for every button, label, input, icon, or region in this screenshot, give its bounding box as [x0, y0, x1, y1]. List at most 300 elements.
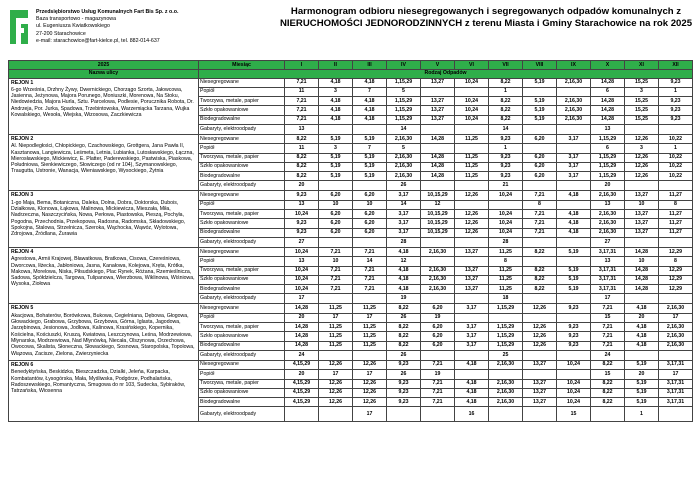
date-cell: 11,25	[319, 341, 353, 350]
date-cell: 9,23	[387, 388, 421, 397]
date-cell	[455, 294, 489, 304]
date-cell: 1	[659, 87, 693, 96]
date-cell	[523, 237, 557, 247]
date-cell: 2,16,30	[591, 210, 625, 219]
date-cell: 4,18	[557, 210, 591, 219]
date-cell: 4,18	[387, 285, 421, 294]
date-cell: 12,26	[319, 398, 353, 407]
date-cell: 12,26	[625, 162, 659, 171]
date-cell: 10,24	[285, 266, 319, 275]
date-cell: 3,17,31	[591, 266, 625, 275]
date-cell: 3,17	[387, 191, 421, 200]
date-cell: 5,19	[353, 172, 387, 181]
date-cell: 14,28	[591, 106, 625, 115]
date-cell	[523, 124, 557, 134]
date-cell: 3,17,31	[659, 398, 693, 407]
date-cell: 10,22	[659, 134, 693, 143]
date-cell: 4,18	[353, 97, 387, 106]
date-cell: 12,26	[353, 388, 387, 397]
date-cell	[285, 407, 319, 422]
date-cell	[353, 294, 387, 304]
date-cell: 8,22	[387, 341, 421, 350]
date-cell	[319, 237, 353, 247]
date-cell: 11,25	[489, 275, 523, 284]
date-cell: 7,21	[421, 360, 455, 369]
date-cell: 10,24	[489, 191, 523, 200]
date-cell	[455, 313, 489, 322]
date-cell: 13,27	[455, 285, 489, 294]
date-cell: 17	[591, 294, 625, 304]
date-cell: 14,28	[285, 304, 319, 313]
date-cell: 7,21	[319, 247, 353, 256]
date-cell: 13,27	[625, 210, 659, 219]
date-cell: 2,16,30	[421, 247, 455, 256]
date-cell: 13,27	[625, 191, 659, 200]
date-cell: 13,27	[523, 388, 557, 397]
date-cell: 4,18	[455, 388, 489, 397]
date-cell: 7,21	[353, 247, 387, 256]
date-cell: 18	[489, 294, 523, 304]
date-cell: 5,19	[523, 115, 557, 124]
date-cell: 5,19	[557, 266, 591, 275]
date-cell: 14,28	[625, 275, 659, 284]
date-cell: 14,28	[421, 134, 455, 143]
date-cell: 16	[455, 407, 489, 422]
date-cell	[455, 370, 489, 379]
date-cell: 10	[625, 257, 659, 266]
date-cell: 4,18	[319, 115, 353, 124]
date-cell: 17	[353, 407, 387, 422]
waste-type: Popiół	[199, 200, 285, 209]
waste-type: Niesegregowane	[199, 134, 285, 143]
date-cell: 4,18	[455, 398, 489, 407]
date-cell: 13	[285, 124, 319, 134]
waste-type: Szkło opakowaniowe	[199, 106, 285, 115]
waste-type: Szkło opakowaniowe	[199, 275, 285, 284]
date-cell: 28	[489, 237, 523, 247]
date-cell: 4,18	[387, 247, 421, 256]
date-cell: 10	[353, 200, 387, 209]
date-cell: 5,19	[625, 379, 659, 388]
date-cell: 4,18	[353, 115, 387, 124]
date-cell: 15,25	[625, 97, 659, 106]
date-cell: 5,19	[353, 134, 387, 143]
region-cell	[9, 78, 199, 134]
date-cell: 4,18	[353, 106, 387, 115]
date-cell: 1,15,29	[591, 162, 625, 171]
date-cell: 6,20	[421, 304, 455, 313]
date-cell: 10,24	[455, 115, 489, 124]
date-cell: 28	[387, 237, 421, 247]
date-cell	[523, 257, 557, 266]
date-cell: 10,24	[557, 379, 591, 388]
date-cell	[455, 257, 489, 266]
date-cell: 5,19	[557, 275, 591, 284]
date-cell: 3,17	[557, 172, 591, 181]
date-cell: 26	[387, 350, 421, 360]
date-cell: 7,21	[591, 304, 625, 313]
date-cell: 13,27	[625, 219, 659, 228]
company-info	[36, 9, 178, 45]
subheader-row	[9, 70, 693, 78]
date-cell: 11,27	[659, 219, 693, 228]
date-cell: 6,20	[319, 219, 353, 228]
date-cell: 24	[285, 350, 319, 360]
date-cell: 12,26	[523, 332, 557, 341]
table-row	[9, 304, 693, 313]
date-cell: 17	[353, 370, 387, 379]
date-cell: 5,19	[557, 285, 591, 294]
date-cell: 7,21	[285, 78, 319, 87]
header-row	[9, 61, 693, 70]
date-cell: 12,26	[455, 219, 489, 228]
date-cell: 27	[285, 237, 319, 247]
date-cell: 1	[625, 407, 659, 422]
date-cell: 10,24	[455, 97, 489, 106]
date-cell: 6	[591, 87, 625, 96]
date-cell	[489, 200, 523, 209]
date-cell: 11,25	[319, 332, 353, 341]
date-cell: 10,15,29	[421, 228, 455, 237]
date-cell: 14	[387, 200, 421, 209]
date-cell: 5,19	[625, 360, 659, 369]
date-cell: 15	[591, 313, 625, 322]
date-cell	[489, 370, 523, 379]
date-cell: 3	[625, 87, 659, 96]
date-cell	[455, 124, 489, 134]
date-cell: 17	[659, 370, 693, 379]
date-cell: 12,26	[353, 360, 387, 369]
date-cell: 14,28	[421, 153, 455, 162]
date-cell: 11,25	[455, 172, 489, 181]
date-cell: 2,16,30	[387, 134, 421, 143]
waste-type: Popiół	[199, 144, 285, 153]
date-cell: 19	[421, 313, 455, 322]
month-header: VII	[489, 61, 523, 70]
date-cell: 10,24	[557, 398, 591, 407]
date-cell: 9,23	[387, 379, 421, 388]
company-line: e-mail: starachowice@fart-kielce.pl, tel. 882-014-637	[36, 37, 160, 44]
month-header: X	[591, 61, 625, 70]
date-cell: 5,19	[523, 78, 557, 87]
date-cell: 3,17,31	[591, 275, 625, 284]
date-cell: 2,16,30	[421, 285, 455, 294]
region-name: REJON 2	[11, 135, 34, 142]
date-cell: 4,18	[319, 106, 353, 115]
date-cell	[591, 407, 625, 422]
date-cell: 10,22	[659, 172, 693, 181]
date-cell: 13,27	[421, 106, 455, 115]
date-cell: 10,22	[659, 153, 693, 162]
date-cell: 4,18	[455, 379, 489, 388]
date-cell: 5,19	[353, 153, 387, 162]
date-cell	[319, 350, 353, 360]
date-cell: 19	[387, 294, 421, 304]
date-cell: 8,22	[387, 332, 421, 341]
date-cell: 7,21	[353, 285, 387, 294]
date-cell: 3,17,31	[659, 360, 693, 369]
date-cell: 5,19	[625, 398, 659, 407]
date-cell: 4,18	[625, 304, 659, 313]
date-cell: 2,16,30	[557, 115, 591, 124]
date-cell: 2,16,30	[489, 388, 523, 397]
date-cell: 11,25	[455, 134, 489, 143]
date-cell: 3	[319, 87, 353, 96]
date-cell: 11,25	[455, 162, 489, 171]
date-cell: 2,16,30	[591, 228, 625, 237]
date-cell: 2,16,30	[591, 219, 625, 228]
date-cell: 14,28	[625, 285, 659, 294]
date-cell: 8	[659, 257, 693, 266]
date-cell: 3,17,31	[659, 379, 693, 388]
date-cell: 14,28	[421, 162, 455, 171]
date-cell: 19	[421, 370, 455, 379]
date-cell: 13,27	[455, 247, 489, 256]
waste-type: Popiół	[199, 370, 285, 379]
date-cell: 20	[285, 370, 319, 379]
date-cell	[523, 350, 557, 360]
date-cell: 7,21	[353, 266, 387, 275]
date-cell: 8,22	[591, 398, 625, 407]
date-cell: 8	[489, 257, 523, 266]
date-cell: 1,15,29	[489, 304, 523, 313]
date-cell: 2,16,30	[421, 266, 455, 275]
date-cell	[353, 124, 387, 134]
date-cell: 10,24	[489, 219, 523, 228]
waste-type: Niesegregowane	[199, 360, 285, 369]
region-streets: Akacjowa, Bohaterów, Borówkowa, Bukowa, Cegielniana, Dębowa, Głogowa, Głowackiego, Grabowa, Grzybowa, Grzybowa, Górna, Iglasta, Jagodowa, Jarzębinowa, Jesionowa, Jodłowa, Kalinowa, Krasińskiego, Kopernika, Kościelna, Kościuszki, Kruszą, Kwiatowa, Leszczynowa, Leśna, Modrzewiowa, Młynarska, Modrzewiowa, Nad Młynówką, Niecała, Olszynowa, Orzechowa, Owocowa, Skalista, Słoneczna, Słowackiego, Sosnowa, Staropolska, Topolowa, Wiązowa, Zacisze, Zielona, Zwierzyniecka	[11, 312, 195, 357]
date-cell: 8,22	[489, 97, 523, 106]
date-cell: 20	[625, 313, 659, 322]
waste-type: Niesegregowane	[199, 304, 285, 313]
date-cell: 12,26	[319, 379, 353, 388]
date-cell: 3,17,31	[591, 247, 625, 256]
date-cell: 8,22	[387, 323, 421, 332]
date-cell: 3,17	[455, 323, 489, 332]
date-cell: 11,25	[353, 304, 387, 313]
table-row	[9, 360, 693, 369]
waste-type: Tworzywa, metale, papier	[199, 323, 285, 332]
date-cell: 10,24	[489, 228, 523, 237]
date-cell: 5,19	[523, 97, 557, 106]
year-cell: 2025	[9, 61, 199, 70]
date-cell: 8,22	[489, 115, 523, 124]
date-cell: 10,24	[455, 78, 489, 87]
date-cell: 3,17	[387, 210, 421, 219]
date-cell: 5	[387, 87, 421, 96]
date-cell: 12,26	[353, 379, 387, 388]
date-cell: 11,25	[489, 247, 523, 256]
date-cell: 6	[591, 144, 625, 153]
date-cell: 9,23	[659, 97, 693, 106]
date-cell: 2,16,30	[557, 78, 591, 87]
waste-type: Biodegradowalne	[199, 228, 285, 237]
page-header	[8, 6, 692, 52]
date-cell	[659, 407, 693, 422]
date-cell	[353, 350, 387, 360]
date-cell	[625, 124, 659, 134]
date-cell: 7	[353, 144, 387, 153]
month-header: I	[285, 61, 319, 70]
date-cell: 15	[591, 370, 625, 379]
waste-type: Szkło opakowaniowe	[199, 219, 285, 228]
date-cell	[523, 294, 557, 304]
region-streets: Al. Niepodległości, Chłopickiego, Czachowskiego, Grottgera, Jana Pawła II, Kasztanowa, Langiewicza, Leśmeta, Letnia, Lubianka, Lutosławskiego, Łączna, Mierosławskiego, Mickiewicz, E. Platter, Paderewskiego, Pastwiska, Piaskowa, Południowa, Sienkiewiczego, Słowiczego (od nr 104), Szymanowskiego, Traugutta, Ustronie, Wanacja, Wieniawskiego, Wysockiego, Żytnia	[11, 143, 194, 175]
date-cell	[557, 200, 591, 209]
date-cell: 6,20	[523, 172, 557, 181]
waste-type: Szkło opakowaniowe	[199, 162, 285, 171]
date-cell: 1,15,29	[591, 172, 625, 181]
date-cell: 8,22	[523, 247, 557, 256]
date-cell: 9,23	[659, 78, 693, 87]
date-cell: 3,17	[557, 162, 591, 171]
date-cell: 9,23	[659, 115, 693, 124]
date-cell	[421, 407, 455, 422]
date-cell: 14	[489, 124, 523, 134]
date-cell	[455, 237, 489, 247]
date-cell: 4,18	[625, 341, 659, 350]
date-cell: 5,19	[557, 247, 591, 256]
date-cell: 9,23	[285, 228, 319, 237]
date-cell: 9,23	[659, 106, 693, 115]
waste-type: Szkło opakowaniowe	[199, 388, 285, 397]
date-cell: 13,27	[421, 78, 455, 87]
month-header: V	[421, 61, 455, 70]
date-cell: 1	[489, 144, 523, 153]
date-cell: 3	[625, 144, 659, 153]
date-cell: 13,27	[523, 398, 557, 407]
date-cell: 13	[591, 257, 625, 266]
date-cell: 8,22	[523, 285, 557, 294]
date-cell: 7,21	[591, 341, 625, 350]
company-line: ul. Eugeniusza Kwiatkowskiego	[36, 23, 110, 30]
date-cell: 12,26	[523, 323, 557, 332]
date-cell: 9,23	[489, 172, 523, 181]
region-name: REJON 5	[11, 305, 34, 312]
date-cell: 11,27	[659, 210, 693, 219]
region-name: REJON 3	[11, 192, 34, 199]
date-cell: 3	[319, 144, 353, 153]
date-cell: 2,16,30	[557, 97, 591, 106]
company-name: Przedsiębiorstwo Usług Komunalnych Fart Bis Sp. z o.o.	[36, 9, 179, 15]
date-cell: 13	[285, 200, 319, 209]
table-row	[9, 78, 693, 87]
date-cell: 9,23	[489, 162, 523, 171]
date-cell: 4,18	[557, 219, 591, 228]
waste-type: Biodegradowalne	[199, 115, 285, 124]
date-cell: 12,26	[625, 172, 659, 181]
table-row	[9, 247, 693, 256]
date-cell: 12,26	[353, 398, 387, 407]
region-streets: Benedyktyńska, Beskidzka, Bieszczadzka, Dzialki, Jeleńa, Karpacka, Kombatantów, Łysogórska, Mała, Myśliwska, Podgórze, Podhalańska, Radoszewskiego, Romantyczna, Smugowa do nr 103, Sudecka, Sybiraków, Tatrzańska, Wiosenna	[11, 369, 186, 395]
region-name: REJON 1	[11, 79, 34, 86]
date-cell: 7,21	[285, 97, 319, 106]
date-cell: 13,27	[421, 97, 455, 106]
date-cell: 10,24	[285, 275, 319, 284]
date-cell: 14,28	[285, 332, 319, 341]
month-header: III	[353, 61, 387, 70]
date-cell: 7	[353, 87, 387, 96]
date-cell	[353, 181, 387, 191]
date-cell: 3,17	[387, 219, 421, 228]
date-cell: 17	[353, 313, 387, 322]
date-cell: 5,19	[523, 106, 557, 115]
date-cell: 6,20	[421, 341, 455, 350]
date-cell	[659, 181, 693, 191]
date-cell: 17	[319, 313, 353, 322]
date-cell: 10,24	[489, 210, 523, 219]
date-cell: 3,17	[387, 228, 421, 237]
date-cell: 8,22	[591, 388, 625, 397]
date-cell: 7,21	[285, 106, 319, 115]
date-cell: 7,21	[319, 285, 353, 294]
date-cell: 13	[285, 257, 319, 266]
date-cell: 11,25	[319, 304, 353, 313]
date-cell: 7,21	[421, 398, 455, 407]
date-cell: 13,27	[455, 266, 489, 275]
date-cell	[659, 294, 693, 304]
date-cell: 11,25	[489, 266, 523, 275]
date-cell: 8,22	[387, 304, 421, 313]
date-cell: 1,15,29	[489, 332, 523, 341]
date-cell: 6,20	[353, 219, 387, 228]
date-cell: 27	[591, 237, 625, 247]
date-cell: 6,20	[319, 210, 353, 219]
date-cell: 4,18	[455, 360, 489, 369]
date-cell: 8	[523, 200, 557, 209]
date-cell	[523, 370, 557, 379]
date-cell: 10,22	[659, 162, 693, 171]
date-cell	[319, 407, 353, 422]
date-cell: 6,20	[353, 210, 387, 219]
date-cell: 4,18	[319, 97, 353, 106]
date-cell: 2,16,30	[387, 172, 421, 181]
area-label: Nazwa ulicy	[9, 70, 199, 78]
date-cell: 2,16,30	[659, 304, 693, 313]
date-cell: 12,26	[455, 228, 489, 237]
date-cell	[625, 294, 659, 304]
date-cell: 15,25	[625, 106, 659, 115]
date-cell: 11	[285, 87, 319, 96]
date-cell: 5,19	[319, 153, 353, 162]
date-cell: 9,23	[387, 398, 421, 407]
date-cell: 13	[591, 200, 625, 209]
date-cell: 6,20	[319, 191, 353, 200]
date-cell: 1,15,29	[591, 134, 625, 143]
date-cell: 7,21	[591, 332, 625, 341]
date-cell: 5,19	[319, 134, 353, 143]
date-cell: 11,25	[353, 332, 387, 341]
region-cell	[9, 304, 199, 360]
date-cell: 12,29	[659, 275, 693, 284]
date-cell	[625, 181, 659, 191]
date-cell: 3,17,31	[659, 388, 693, 397]
date-cell: 10,24	[285, 210, 319, 219]
date-cell: 13,27	[523, 360, 557, 369]
date-cell: 7,21	[319, 266, 353, 275]
waste-type: Gabaryty, elektroodpady	[199, 407, 285, 422]
date-cell: 10,15,29	[421, 210, 455, 219]
date-cell: 14,28	[625, 247, 659, 256]
date-cell: 1,15,29	[387, 97, 421, 106]
date-cell: 1,15,29	[387, 106, 421, 115]
date-cell: 4,15,29	[285, 360, 319, 369]
date-cell: 20	[285, 181, 319, 191]
date-cell: 10,24	[285, 247, 319, 256]
date-cell: 9,23	[387, 360, 421, 369]
date-cell	[625, 350, 659, 360]
date-cell: 2,16,30	[557, 106, 591, 115]
